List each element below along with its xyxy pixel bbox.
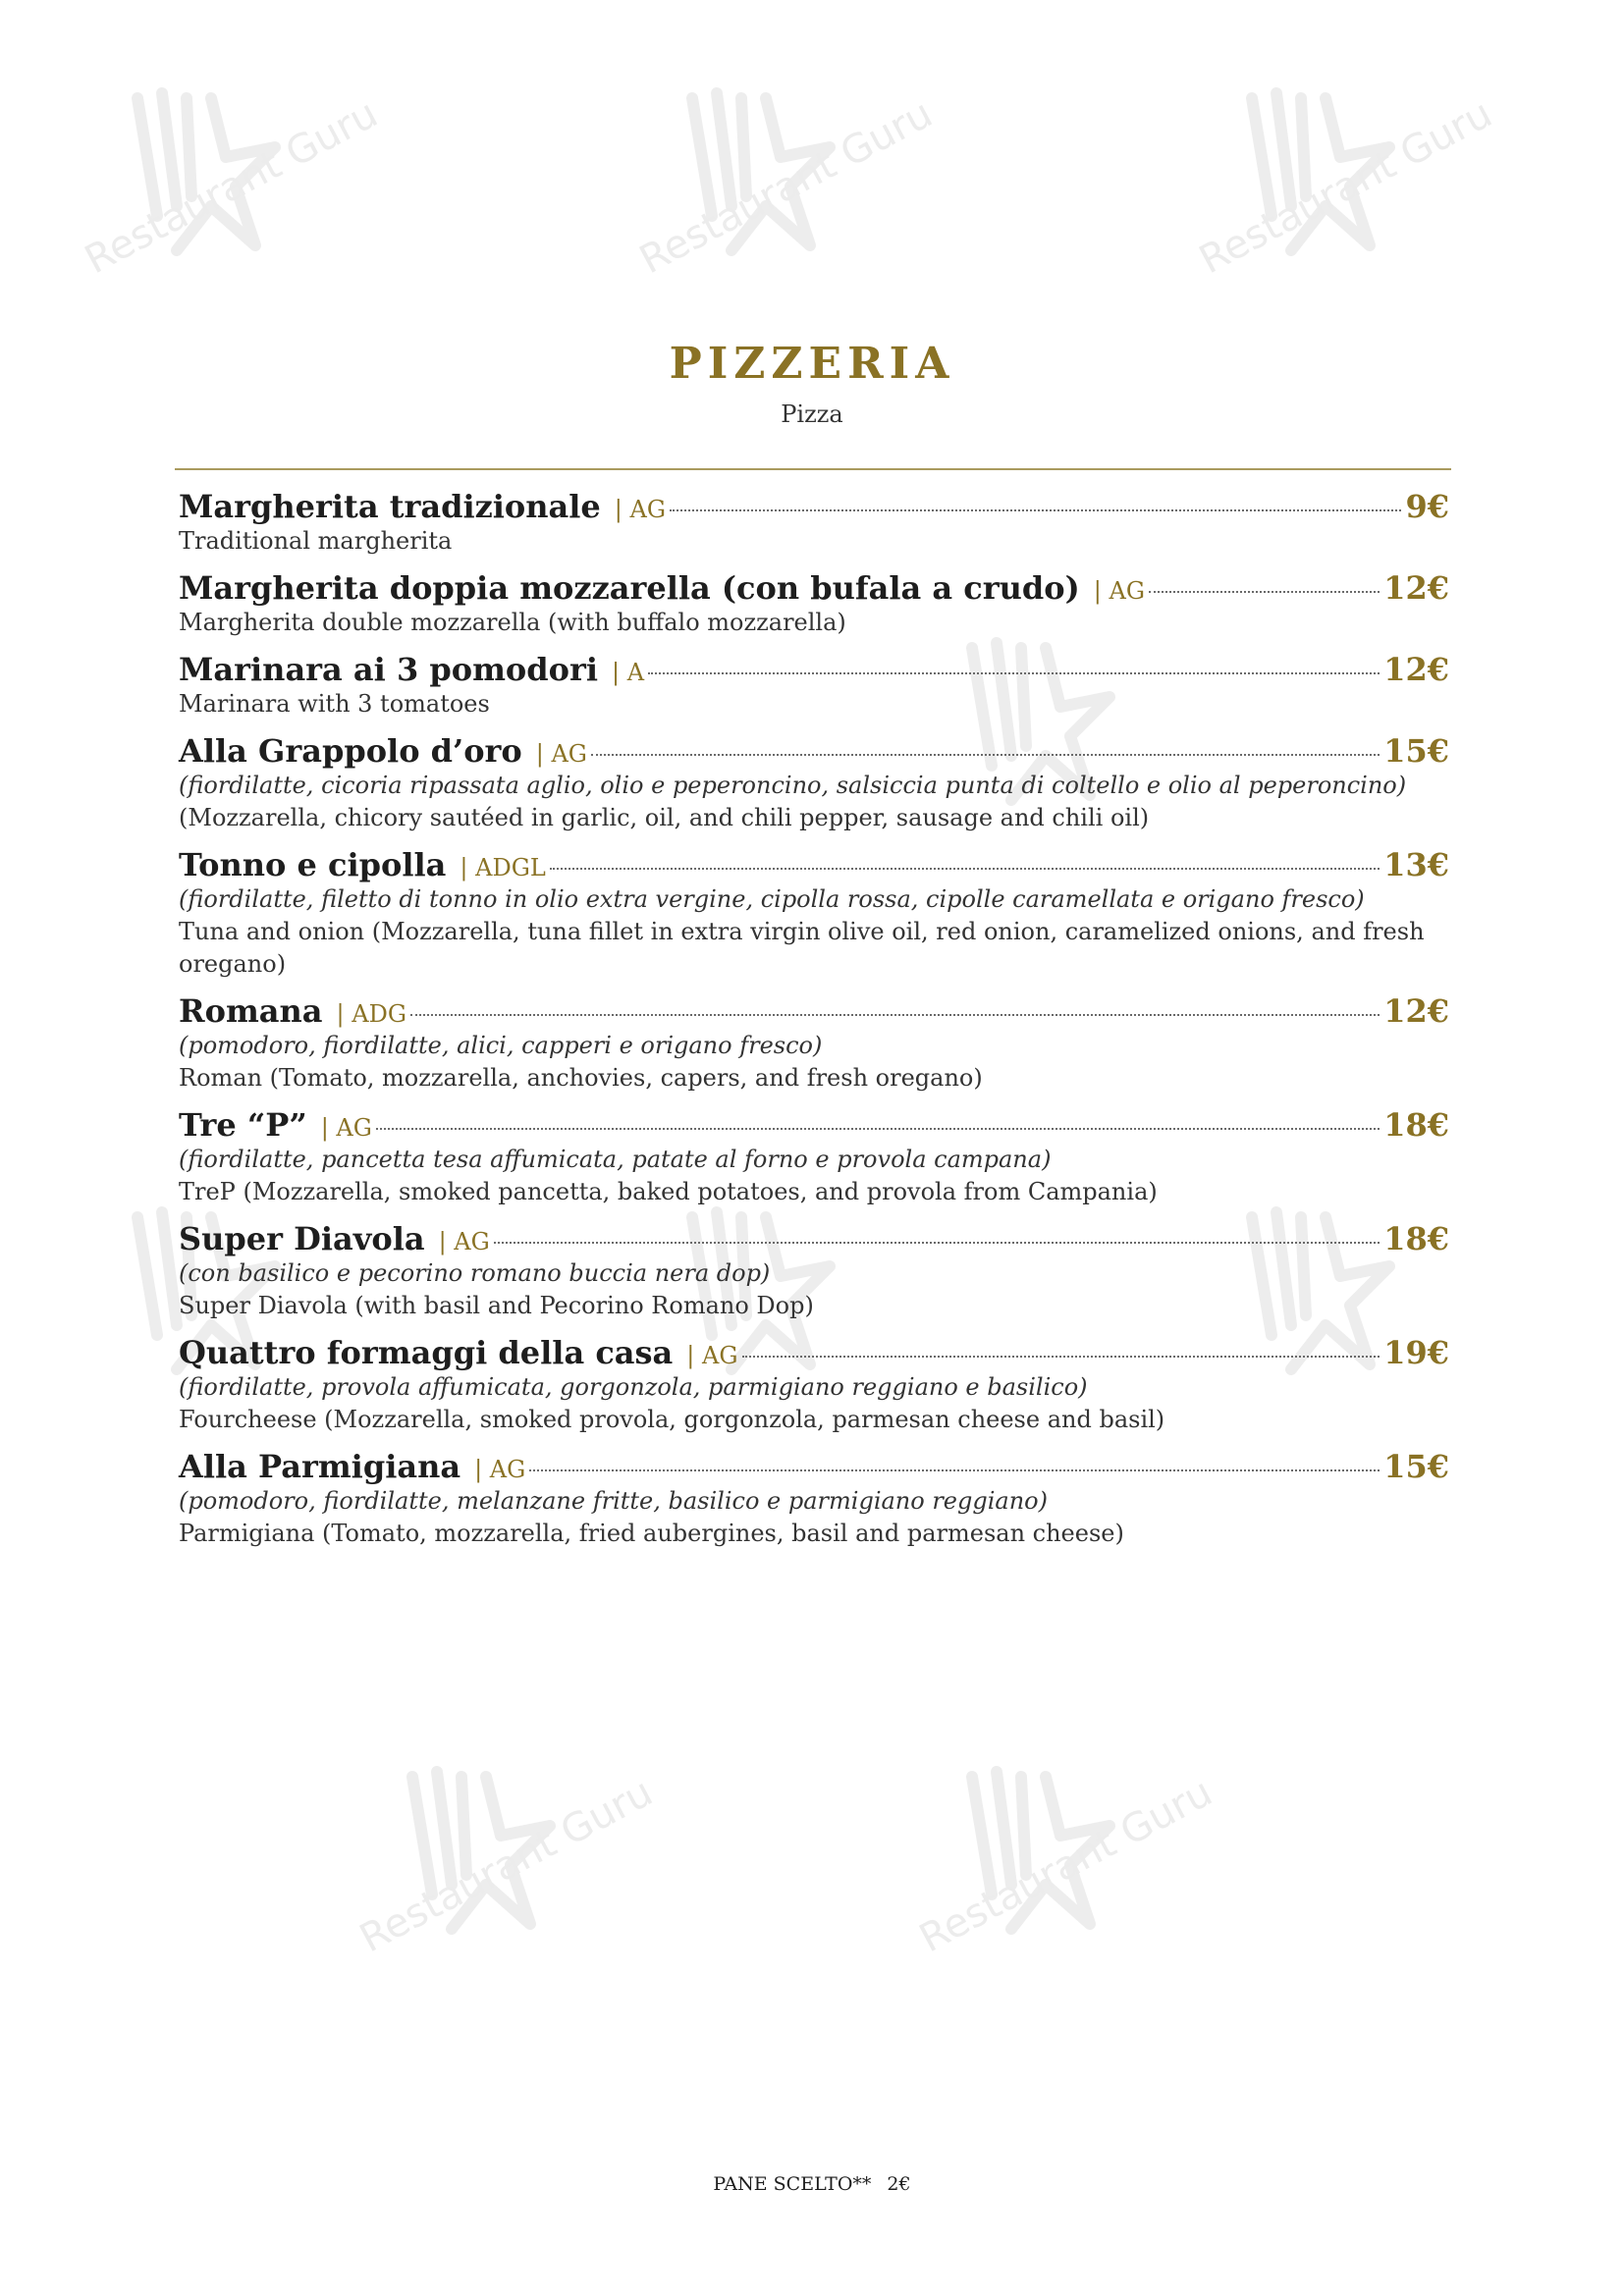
fork-star-icon bbox=[952, 1757, 1119, 1944]
dot-leader bbox=[591, 754, 1380, 756]
section-subtitle: Pizza bbox=[781, 400, 843, 428]
item-description-english: Roman (Tomato, mozzarella, anchovies, capers, and fresh oregano) bbox=[179, 1064, 983, 1092]
watermark-text: Restaurant Guru bbox=[352, 1769, 661, 1962]
menu-item bbox=[179, 732, 1449, 834]
menu-item bbox=[179, 846, 1449, 981]
item-allergens: | A bbox=[612, 659, 645, 686]
menu-item bbox=[179, 1106, 1449, 1208]
item-allergens: | AG bbox=[686, 1342, 738, 1369]
menu-item bbox=[179, 488, 1449, 558]
dot-leader bbox=[529, 1469, 1380, 1471]
item-description-english: TreP (Mozzarella, smoked pancetta, baked potatoes, and provola from Campania) bbox=[179, 1178, 1158, 1205]
item-name: Alla Parmigiana bbox=[179, 1448, 461, 1485]
fork-star-icon bbox=[118, 79, 285, 265]
watermark bbox=[632, 79, 941, 324]
item-description-english: Marinara with 3 tomatoes bbox=[179, 690, 490, 718]
item-allergens: | AG bbox=[535, 740, 587, 768]
item-allergens: | AG bbox=[438, 1228, 490, 1255]
dot-leader bbox=[670, 509, 1401, 511]
footer bbox=[0, 2173, 1624, 2195]
menu-item-header bbox=[179, 1106, 1449, 1144]
dot-leader bbox=[494, 1242, 1380, 1244]
item-price: 12€ bbox=[1383, 992, 1449, 1030]
item-price: 19€ bbox=[1383, 1334, 1449, 1371]
item-price: 13€ bbox=[1383, 846, 1449, 883]
watermark-text: Restaurant Guru bbox=[912, 1769, 1220, 1962]
item-name: Margherita tradizionale bbox=[179, 488, 601, 525]
footer-label: PANE SCELTO** bbox=[713, 2173, 872, 2195]
dot-leader bbox=[376, 1128, 1380, 1130]
dot-leader bbox=[550, 868, 1380, 870]
watermark bbox=[1192, 79, 1500, 324]
dot-leader bbox=[648, 672, 1380, 674]
dot-leader bbox=[410, 1014, 1380, 1016]
item-description-italian: (con basilico e pecorino romano buccia nera dop) bbox=[179, 1259, 771, 1287]
menu-item-header bbox=[179, 488, 1449, 525]
menu-item bbox=[179, 992, 1449, 1095]
watermark-text: Restaurant Guru bbox=[1192, 90, 1500, 284]
item-description-english: Super Diavola (with basil and Pecorino Romano Dop) bbox=[179, 1292, 814, 1319]
item-name: Alla Grappolo d’oro bbox=[179, 732, 522, 770]
item-description-italian: (fiordilatte, filetto di tonno in olio extra vergine, cipolla rossa, cipolle caramellata e origano fresco) bbox=[179, 885, 1365, 913]
item-allergens: | ADGL bbox=[460, 854, 546, 881]
menu-item-header bbox=[179, 1448, 1449, 1485]
watermark bbox=[352, 1757, 661, 2002]
item-price: 18€ bbox=[1383, 1106, 1449, 1144]
menu-item bbox=[179, 569, 1449, 639]
menu-item-header bbox=[179, 846, 1449, 883]
watermark bbox=[912, 1757, 1220, 2002]
item-description-english: Fourcheese (Mozzarella, smoked provola, gorgonzola, parmesan cheese and basil) bbox=[179, 1406, 1165, 1433]
item-description-english: Margherita double mozzarella (with buffalo mozzarella) bbox=[179, 609, 846, 636]
menu-item-header bbox=[179, 1334, 1449, 1371]
menu-item bbox=[179, 1220, 1449, 1322]
item-description-italian: (fiordilatte, provola affumicata, gorgonzola, parmigiano reggiano e basilico) bbox=[179, 1373, 1088, 1401]
menu-item-header bbox=[179, 992, 1449, 1030]
divider bbox=[175, 468, 1451, 470]
item-description-english: (Mozzarella, chicory sautéed in garlic, oil, and chili pepper, sausage and chili oil) bbox=[179, 804, 1150, 831]
item-allergens: | AG bbox=[320, 1114, 372, 1142]
item-price: 18€ bbox=[1383, 1220, 1449, 1257]
item-allergens: | ADG bbox=[336, 1000, 406, 1028]
menu-item-header bbox=[179, 651, 1449, 688]
menu-item-header bbox=[179, 1220, 1449, 1257]
item-allergens: | AG bbox=[614, 496, 666, 523]
menu-item-header bbox=[179, 732, 1449, 770]
item-allergens: | AG bbox=[474, 1456, 526, 1483]
item-description-english: Tuna and onion (Mozzarella, tuna fillet in extra virgin olive oil, red onion, caramelized onions, and fresh oregano) bbox=[179, 918, 1425, 978]
item-name: Marinara ai 3 pomodori bbox=[179, 651, 598, 688]
item-description-italian: (fiordilatte, cicoria ripassata aglio, olio e peperoncino, salsiccia punta di coltello e olio al peperoncino) bbox=[179, 772, 1407, 799]
menu-item bbox=[179, 1334, 1449, 1436]
item-name: Romana bbox=[179, 992, 323, 1030]
watermark-text: Restaurant Guru bbox=[632, 90, 941, 284]
item-description-english: Parmigiana (Tomato, mozzarella, fried aubergines, basil and parmesan cheese) bbox=[179, 1520, 1124, 1547]
menu-item bbox=[179, 1448, 1449, 1550]
watermark bbox=[78, 79, 386, 324]
item-description-italian: (fiordilatte, pancetta tesa affumicata, patate al forno e provola campana) bbox=[179, 1146, 1052, 1173]
item-description-italian: (pomodoro, fiordilatte, melanzane fritte, basilico e parmigiano reggiano) bbox=[179, 1487, 1048, 1515]
dot-leader bbox=[742, 1356, 1380, 1358]
item-price: 12€ bbox=[1383, 651, 1449, 688]
menu-item bbox=[179, 651, 1449, 721]
item-price: 12€ bbox=[1383, 569, 1449, 607]
fork-star-icon bbox=[1232, 79, 1399, 265]
dot-leader bbox=[1149, 591, 1380, 593]
item-name: Margherita doppia mozzarella (con bufala a crudo) bbox=[179, 569, 1080, 607]
section-title: PIZZERIA bbox=[669, 339, 955, 389]
item-price: 9€ bbox=[1405, 488, 1449, 525]
fork-star-icon bbox=[393, 1757, 560, 1944]
item-name: Quattro formaggi della casa bbox=[179, 1334, 674, 1371]
menu-list bbox=[179, 488, 1449, 1562]
item-price: 15€ bbox=[1383, 732, 1449, 770]
item-name: Tonno e cipolla bbox=[179, 846, 447, 883]
watermark-text: Restaurant Guru bbox=[78, 90, 386, 284]
fork-star-icon bbox=[673, 79, 839, 265]
footer-price: 2€ bbox=[887, 2173, 911, 2195]
item-name: Super Diavola bbox=[179, 1220, 425, 1257]
item-description-english: Traditional margherita bbox=[179, 527, 453, 555]
item-allergens: | AG bbox=[1093, 577, 1145, 605]
menu-item-header bbox=[179, 569, 1449, 607]
item-price: 15€ bbox=[1383, 1448, 1449, 1485]
item-name: Tre “P” bbox=[179, 1106, 307, 1144]
item-description-italian: (pomodoro, fiordilatte, alici, capperi e origano fresco) bbox=[179, 1032, 823, 1059]
